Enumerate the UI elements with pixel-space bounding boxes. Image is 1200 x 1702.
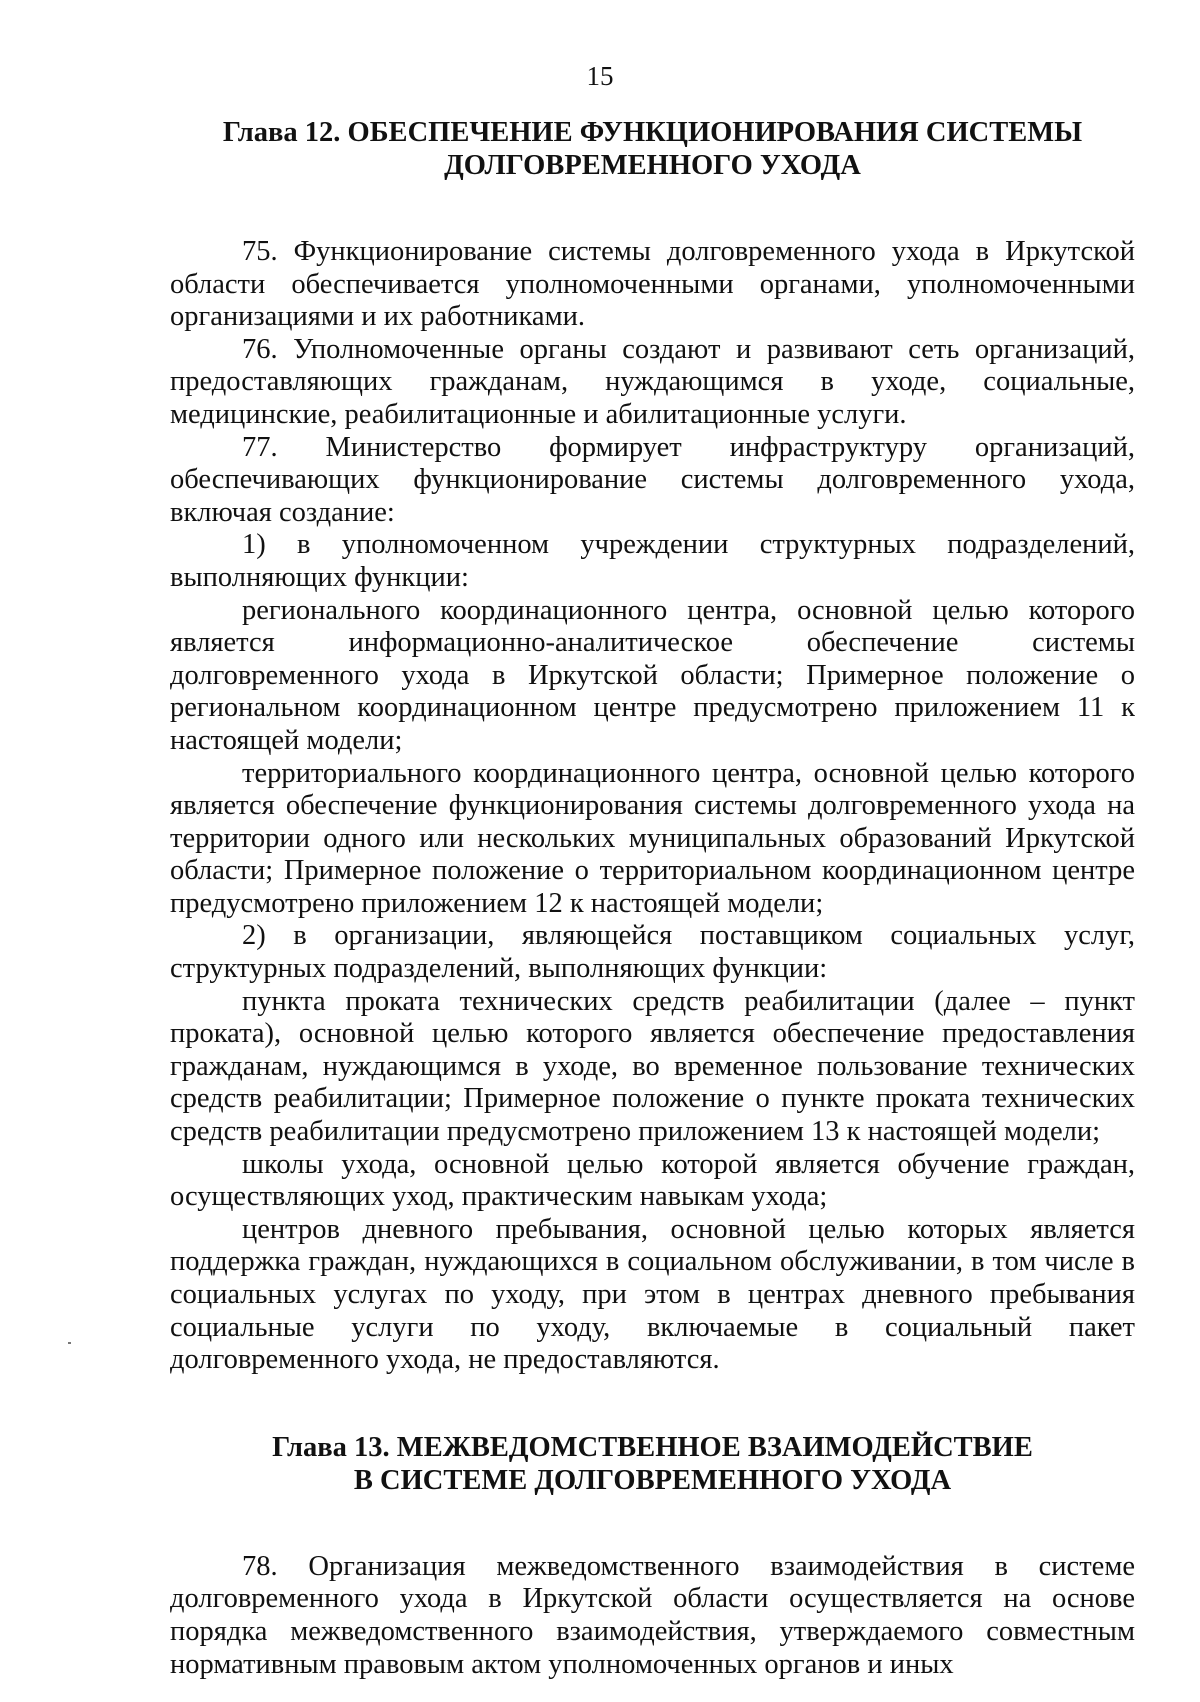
chapter-13-title-line-1: Глава 13. МЕЖВЕДОМСТВЕННОЕ ВЗАИМОДЕЙСТВИЕ [272, 1431, 1033, 1463]
paragraph-care-school: школы ухода, основной целью которой является обучение граждан, осуществляющих уход, практическим навыкам ухода; [170, 1148, 1135, 1213]
paragraph-territorial-center: территориального координационного центра, основной целью которого является обеспечение функционирования системы долговременного ухода на территории одного или нескольких муниципальных образований Иркутской области; Примерное положение о территориальном координационном центре предусмотрено приложением 12 к настоящей модели; [170, 757, 1135, 919]
chapter-13-title [170, 1431, 1135, 1497]
paragraph-regional-center: регионального координационного центра, основной целью которого является информационно-аналитическое обеспечение системы долговременного ухода в Иркутской области; Примерное положение о региональном координационном центре предусмотрено приложением 11 к настоящей модели; [170, 594, 1135, 756]
paragraph-77: 77. Министерство формирует инфраструктуру организаций, обеспечивающих функционирование системы долговременного ухода, включая создание: [170, 431, 1135, 528]
page-content [170, 116, 1135, 1681]
paragraph-77-item-1: 1) в уполномоченном учреждении структурных подразделений, выполняющих функции: [170, 529, 1135, 593]
paragraph-rental-point: пункта проката технических средств реабилитации (далее – пункт проката), основной целью которого является обеспечение предоставления гражданам, нуждающимся в уходе, во временное пользование технических средств реабилитации; Примерное положение о пункте проката технических средств реабилитации предусмотрено приложением 13 к настоящей модели; [170, 985, 1135, 1148]
chapter-12-title [170, 116, 1135, 182]
chapter-12-title-line-2: ДОЛГОВРЕМЕННОГО УХОДА [444, 150, 861, 181]
paragraph-day-centers: центров дневного пребывания, основной целью которых является поддержка граждан, нуждающихся в социальном обслуживании, в том числе в социальных услугах по уходу, при этом в центрах дневного пребывания социальные услуги по уходу, включаемые в социальный пакет долговременного ухода, не предоставляются. [170, 1213, 1135, 1376]
chapter-12-title-line-1: Глава 12. ОБЕСПЕЧЕНИЕ ФУНКЦИОНИРОВАНИЯ СИСТЕМЫ [222, 117, 1083, 148]
paragraph-76: 76. Уполномоченные органы создают и развивают сеть организаций, предоставляющих гражданам, нуждающимся в уходе, социальные, медицинские, реабилитационные и абилитационные услуги. [170, 333, 1135, 430]
paragraph-75: 75. Функционирование системы долговременного ухода в Иркутской области обеспечивается уполномоченными органами, уполномоченными организациями и их работниками. [170, 236, 1135, 333]
scan-speck [68, 1342, 71, 1344]
chapter-13-title-line-2: В СИСТЕМЕ ДОЛГОВРЕМЕННОГО УХОДА [353, 1464, 952, 1496]
paragraph-78: 78. Организация межведомственного взаимодействия в системе долговременного ухода в Иркутской области осуществляется на основе порядка межведомственного взаимодействия, утверждаемого совместным нормативным правовым актом уполномоченных органов и иных [170, 1550, 1135, 1680]
page-number: 15 [586, 61, 614, 91]
paragraph-77-item-2: 2) в организации, являющейся поставщиком социальных услуг, структурных подразделений, выполняющих функции: [170, 920, 1135, 985]
